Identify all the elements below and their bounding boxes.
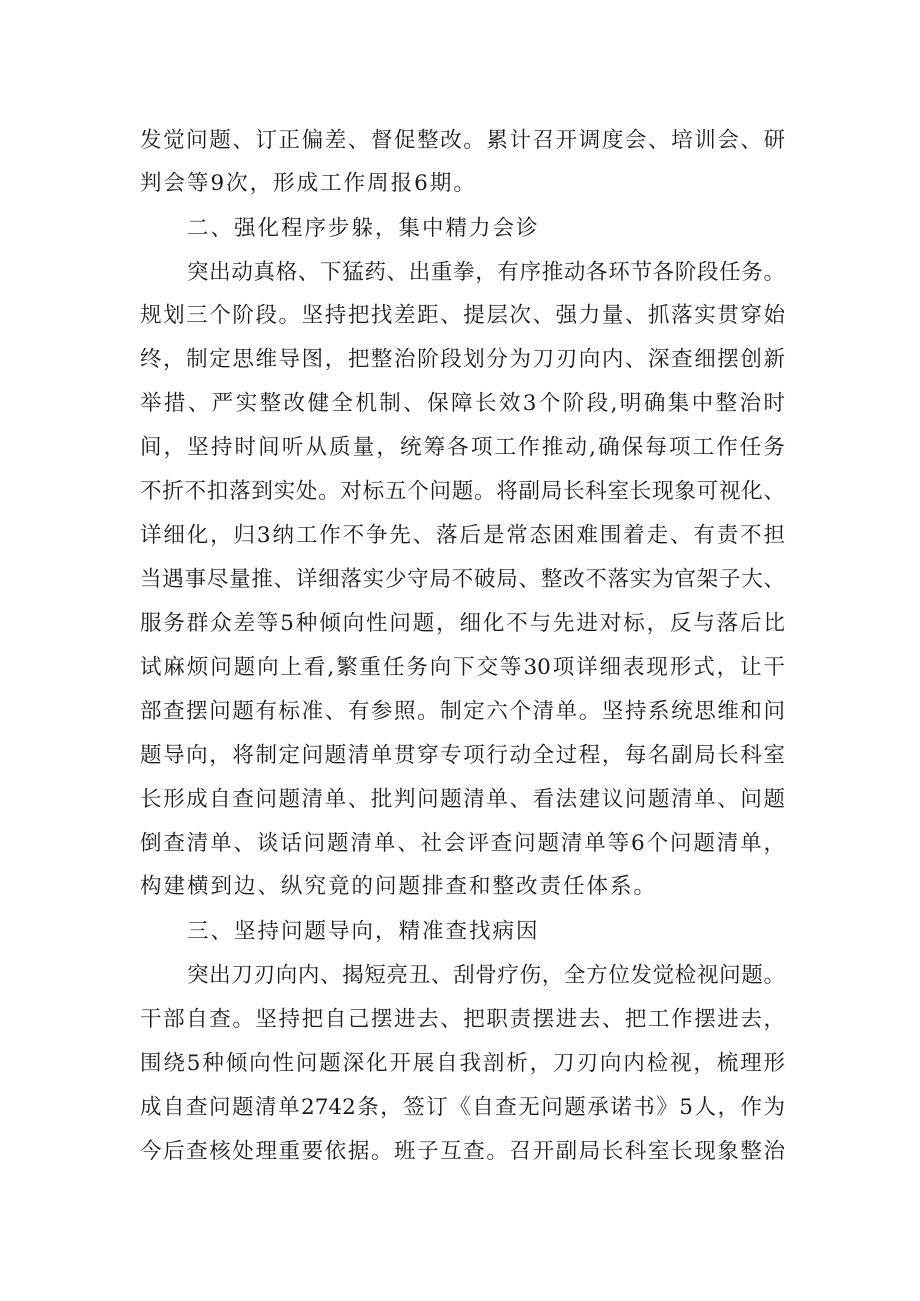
paragraph-first-line: 突出动真格、下猛药、出重拳，有序推动各环节各阶段任务。 <box>187 260 785 285</box>
body-line: 部查摆问题有标准、有参照。制定六个清单。坚持系统思维和问 <box>140 699 785 724</box>
body-line: 倒查清单、谈话问题清单、社会评查问题清单等6个问题清单， <box>140 831 785 856</box>
body-line: 终，制定思维导图，把整治阶段划分为刀刃向内、深查细摆创新 <box>140 347 785 372</box>
body-line: 构建横到边、纵究竟的问题排查和整改责任体系。 <box>140 874 658 899</box>
body-line: 当遇事尽量推、详细落实少守局不破局、整改不落实为官架子大、 <box>140 567 785 592</box>
body-line: 围绕5种倾向性问题深化开展自我剖析，刀刃向内检视，梳理形 <box>140 1051 785 1076</box>
paragraph-first-line: 突出刀刃向内、揭短亮丑、刮骨疗伤，全方位发觉检视问题。 <box>187 963 785 988</box>
body-line: 举措、严实整改健全机制、保障长效3个阶段,明确集中整治时 <box>140 391 785 416</box>
body-line: 不折不扣落到实处。对标五个问题。将副局长科室长现象可视化、 <box>140 479 785 504</box>
body-line: 题导向，将制定问题清单贯穿专项行动全过程，每名副局长科室 <box>140 743 785 768</box>
body-line: 干部自查。坚持把自己摆进去、把职责摆进去、把工作摆进去， <box>140 1007 785 1032</box>
body-line: 长形成自查问题清单、批判问题清单、看法建议问题清单、问题 <box>140 787 785 812</box>
body-line: 间，坚持时间听从质量，统筹各项工作推动,确保每项工作任务 <box>140 435 785 460</box>
section-heading: 三、坚持问题导向，精准查找病因 <box>187 919 540 944</box>
body-line: 试麻烦问题向上看,繁重任务向下交等30项详细表现形式，让干 <box>140 655 785 680</box>
body-line: 发觉问题、订正偏差、督促整改。累计召开调度会、培训会、研 <box>140 128 785 153</box>
body-line: 详细化，归3纳工作不争先、落后是常态困难围着走、有责不担 <box>140 523 785 548</box>
body-line: 今后查核处理重要依据。班子互查。召开副局长科室长现象整治 <box>140 1139 785 1164</box>
body-line: 服务群众差等5种倾向性问题，细化不与先进对标，反与落后比 <box>140 611 785 636</box>
body-line: 成自查问题清单2742条，签订《自查无问题承诺书》5人，作为 <box>140 1095 785 1120</box>
body-line: 判会等9次，形成工作周报6期。 <box>140 171 477 196</box>
body-line: 规划三个阶段。坚持把找差距、提层次、强力量、抓落实贯穿始 <box>140 303 785 328</box>
section-heading: 二、强化程序步躲，集中精力会诊 <box>187 216 540 241</box>
